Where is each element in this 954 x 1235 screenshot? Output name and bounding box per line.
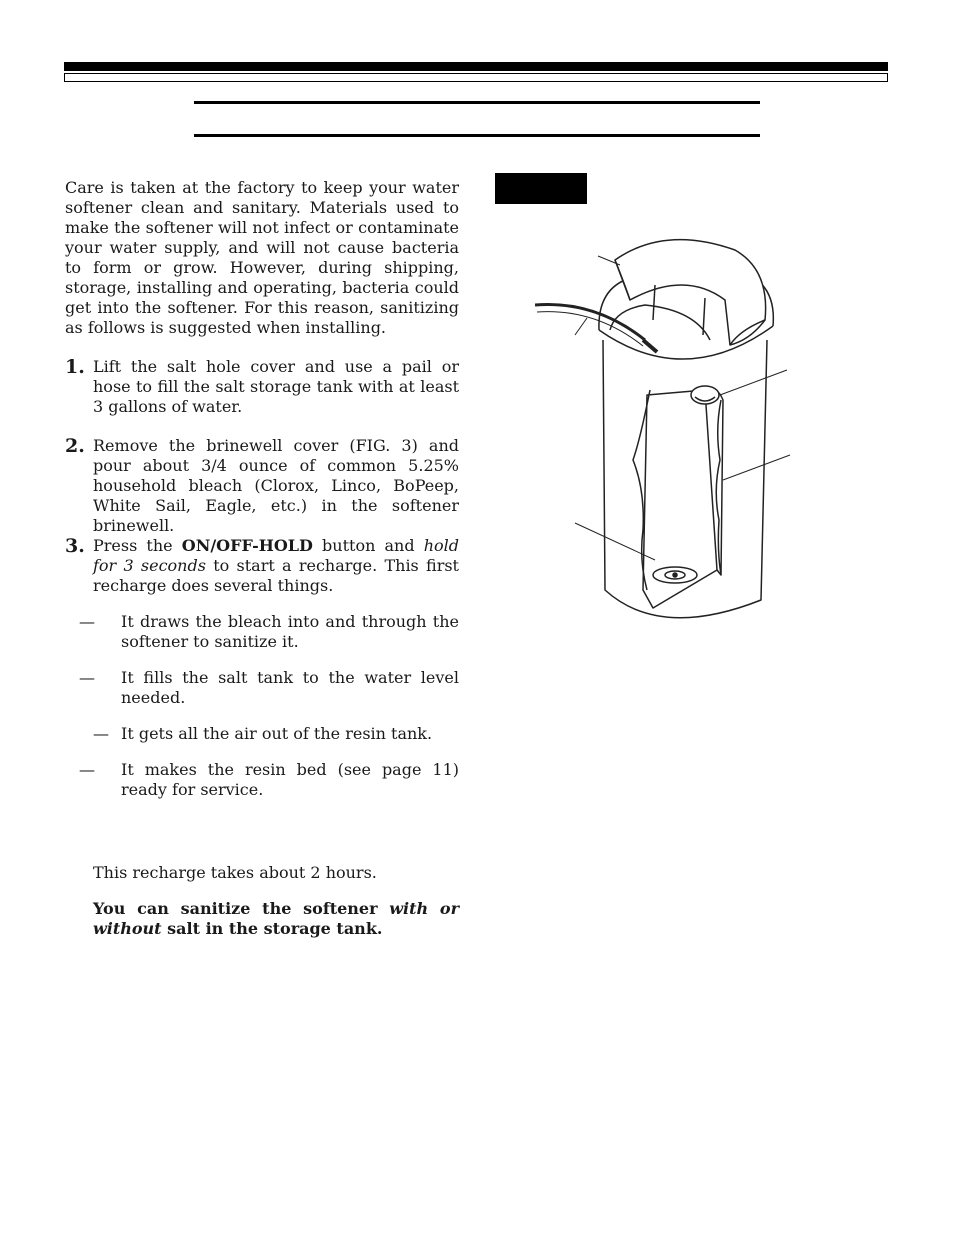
title-rule-bottom: [194, 134, 760, 137]
step-number: 2.: [65, 435, 85, 457]
step-2-text: Remove the brinewell cover (FIG. 3) and pour about 3/4 ounce of common 5.25% household bleach (Clorox, Linco, BoPeep, White Sail, Eagle, etc.) in the softener brinewell.: [93, 436, 459, 535]
duration-note: This recharge takes about 2 hours.: [93, 863, 377, 882]
intro-paragraph: Care is taken at the factory to keep your water softener clean and sanitary. Materials used to make the softener will not infect or contaminate your water supply, and will not cause bacteria to form or grow. However, during shipping, storage, installing and operating, bacteria could get into the softener. For this reason, sanitizing as follows is suggested when installing.: [65, 178, 459, 337]
step-number: 1.: [65, 356, 85, 378]
dash-glyph: —: [93, 724, 109, 743]
bullet-item: It draws the bleach into and through the softener to sanitize it.: [121, 612, 459, 651]
steps-block: [65, 357, 459, 977]
dash-glyph: —: [79, 612, 95, 631]
figure-label-box: [495, 173, 587, 204]
bullet-item: It gets all the air out of the resin tank.: [121, 724, 433, 743]
step-number: 3.: [65, 535, 85, 557]
dash-glyph: —: [79, 668, 95, 687]
bullet-item: It fills the salt tank to the water level needed.: [121, 668, 459, 707]
step-3-text: Press the ON/OFF-HOLD button and hold for 3 seconds to start a recharge. This first recharge does several things.: [93, 536, 459, 595]
water-softener-illustration: [535, 230, 805, 640]
bullet-item: It makes the resin bed (see page 11) ready for service.: [121, 760, 459, 799]
header-thin-rule: [64, 73, 888, 82]
step-1-text: Lift the salt hole cover and use a pail or hose to fill the salt storage tank with at least 3 gallons of water.: [93, 357, 459, 416]
header-thick-rule: [64, 62, 888, 71]
intro-block: [65, 178, 459, 338]
title-rule-top: [194, 101, 760, 104]
closing-note: You can sanitize the softener with or without salt in the storage tank.: [93, 899, 459, 938]
dash-glyph: —: [79, 760, 95, 779]
